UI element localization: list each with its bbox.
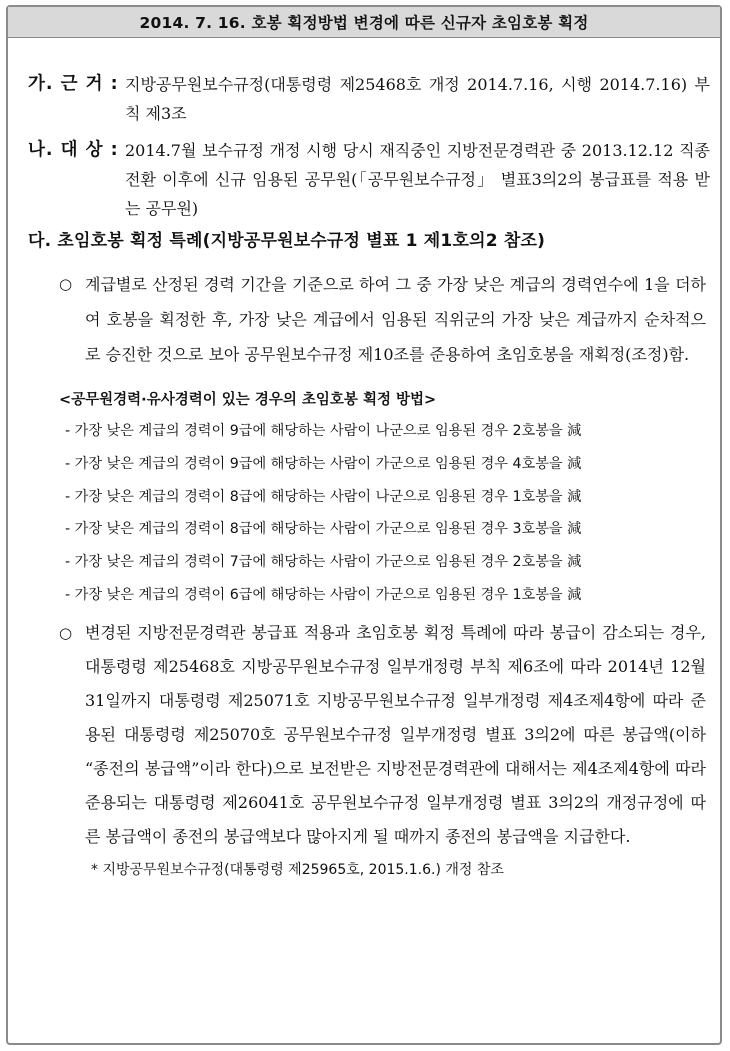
section-basis-text: 지방공무원보수규정(대통령령 제25468호 개정 2014.7.16, 시행 2014.7.16) 부칙 제3조 bbox=[125, 75, 710, 123]
section-basis-label: 가. 근 거 : bbox=[28, 74, 119, 94]
section-target-label: 나. 대 상 : bbox=[28, 140, 119, 160]
document-content bbox=[8, 70, 720, 882]
method-list-item: - 가장 낮은 계급의 경력이 8급에 해당하는 사람이 나군으로 임용된 경우 1호봉을 減 bbox=[65, 488, 582, 505]
method-list-item: - 가장 낮은 계급의 경력이 9급에 해당하는 사람이 가군으로 임용된 경우 4호봉을 減 bbox=[65, 455, 582, 472]
method-list-item: - 가장 낮은 계급의 경력이 7급에 해당하는 사람이 가군으로 임용된 경우 2호봉을 減 bbox=[65, 554, 582, 571]
document-title: 2014. 7. 16. 호봉 획정방법 변경에 따른 신규자 초임호봉 획정 bbox=[8, 7, 720, 38]
method-list-item: - 가장 낮은 계급의 경력이 6급에 해당하는 사람이 가군으로 임용된 경우 1호봉을 減 bbox=[65, 586, 582, 603]
circle-bullet-icon: ○ bbox=[59, 623, 73, 642]
reference-note: * 지방공무원보수규정(대통령령 제25965호, 2015.1.6.) 개정 참조 bbox=[91, 861, 504, 878]
bullet-paragraph-1 bbox=[59, 267, 706, 372]
section-basis bbox=[28, 70, 710, 128]
method-list-item: - 가장 낮은 계급의 경력이 8급에 해당하는 사람이 가군으로 임용된 경우 3호봉을 減 bbox=[65, 521, 582, 538]
method-subheading: <공무원경력·유사경력이 있는 경우의 초임호봉 획정 방법> bbox=[59, 392, 437, 408]
bullet-paragraph-2 bbox=[59, 616, 706, 854]
circle-bullet-icon: ○ bbox=[59, 275, 73, 293]
section-special-rule-heading: 다. 초임호봉 획정 특례(지방공무원보수규정 별표 1 제1호의2 참조) bbox=[28, 231, 546, 251]
method-list-item: - 가장 낮은 계급의 경력이 9급에 해당하는 사람이 나군으로 임용된 경우 2호봉을 減 bbox=[65, 423, 582, 439]
bullet-paragraph-1-text: 계급별로 산정된 경력 기간을 기준으로 하여 그 중 가장 낮은 계급의 경력연수에 1을 더하여 호봉을 획정한 후, 가장 낮은 계급에서 임용된 직위군의 가장 낮은 계급까지 순차적으로 승진한 것으로 보아 공무원보수규정 제10조를 준용하여 초임호봉을 재획정(조정)함. bbox=[85, 275, 706, 364]
bullet-paragraph-2-text: 변경된 지방전문경력관 봉급표 적용과 초임호봉 획정 특례에 따라 봉급이 감소되는 경우, 대통령령 제25468호 지방공무원보수규정 일부개정령 부칙 제6조에 따라 2014년 12월 31일까지 대통령령 제25071호 지방공무원보수규정 일부개정령 제4조제4항에 따라 준용된 대통령령 제25070호 공무원보수규정 일부개정령 별표 3의2에 따른 봉급액(이하 “종전의 봉급액”이라 한다)으로 보전받은 지방전문경력관에 대해서는 제4조제4항에 따라 준용되는 대통령령 제26041호 공무원보수규정 일부개정령 별표 3의2의 개정규정에 따른 봉급액이 종전의 봉급액보다 많아지게 될 때까지 종전의 봉급액을 지급한다. bbox=[85, 622, 706, 846]
section-target-text: 2014.7월 보수규정 개정 시행 당시 재직중인 지방전문경력관 중 2013.12.12 직종전환 이후에 신규 임용된 공무원(「공무원보수규정」 별표3의2의 봉급표를 적용 받는 공무원) bbox=[125, 141, 710, 218]
method-list bbox=[65, 415, 710, 612]
section-target bbox=[28, 136, 710, 223]
document-frame bbox=[6, 5, 722, 1045]
